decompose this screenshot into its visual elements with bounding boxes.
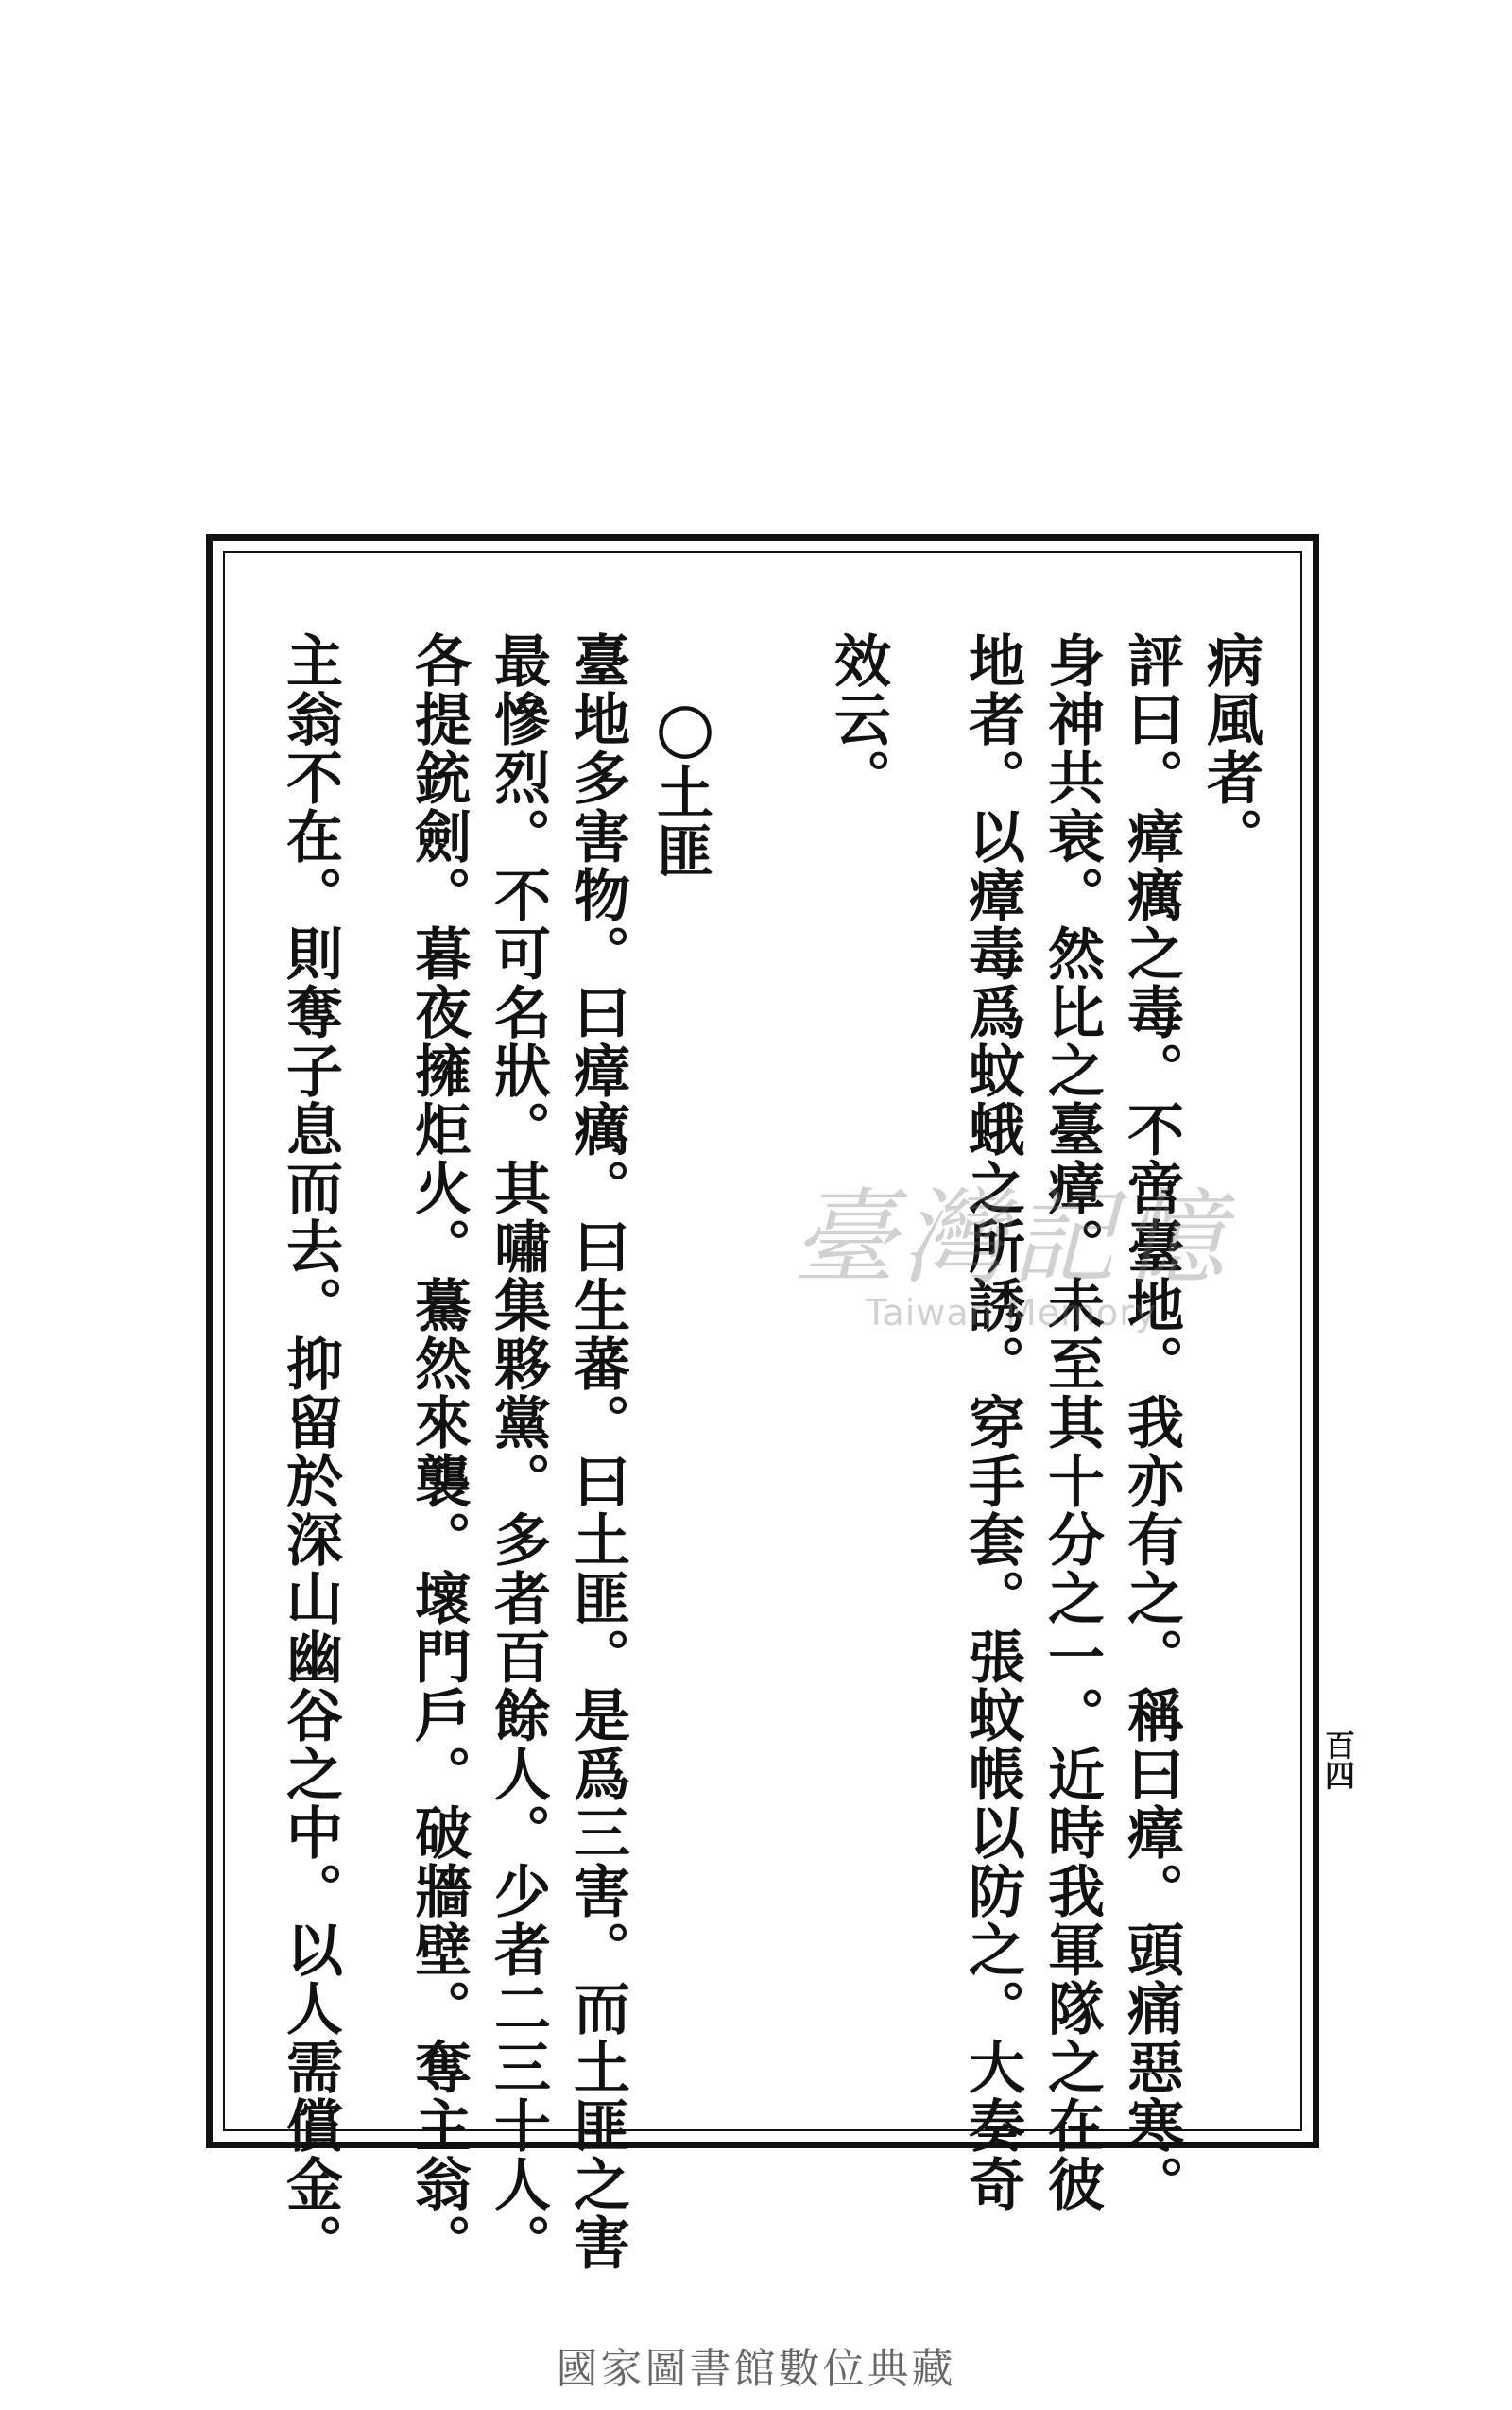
watermark-english: Taiwan Memory [865,1292,1158,1334]
text-column-1: 病風者。 [1197,631,1263,866]
section-heading: 〇土匪 [647,704,713,880]
text-column-11: 主翁不在。則奪子息而去。抑留於深山幽谷之中。以人需償金。 [277,631,343,2272]
text-column-4: 地者。以瘴毒爲蚊蛾之所誘。穿手套。張蚊帳以防之。大奏奇 [959,631,1025,2213]
text-column-8: 臺地多害物。曰瘴癘。曰生蕃。曰土匪。是爲三害。而土匪之害 [564,631,630,2272]
watermark [747,1177,1276,1332]
text-column-2: 評曰。瘴癘之毒。不啻臺地。我亦有之。稱曰瘴。頭痛惡寒。 [1118,631,1184,2213]
text-column-5: 效云。 [825,631,891,807]
text-column-9: 最慘烈。不可名狀。其嘯集夥黨。多者百餘人。少者二三十人。 [485,631,551,2272]
watermark-chinese: 臺灣記憶 [792,1178,1230,1299]
footer-credit: 國家圖書館數位典藏 [556,2345,956,2393]
page-number: 百四 [1320,1730,1356,1790]
text-column-10: 各提銃劍。暮夜擁炬火。驀然來襲。壞門戶。破牆壁。奪主翁。 [405,631,472,2272]
text-column-3: 身神共衰。然比之臺瘴。未至其十分之一。近時我軍隊之在彼 [1039,631,1105,2213]
